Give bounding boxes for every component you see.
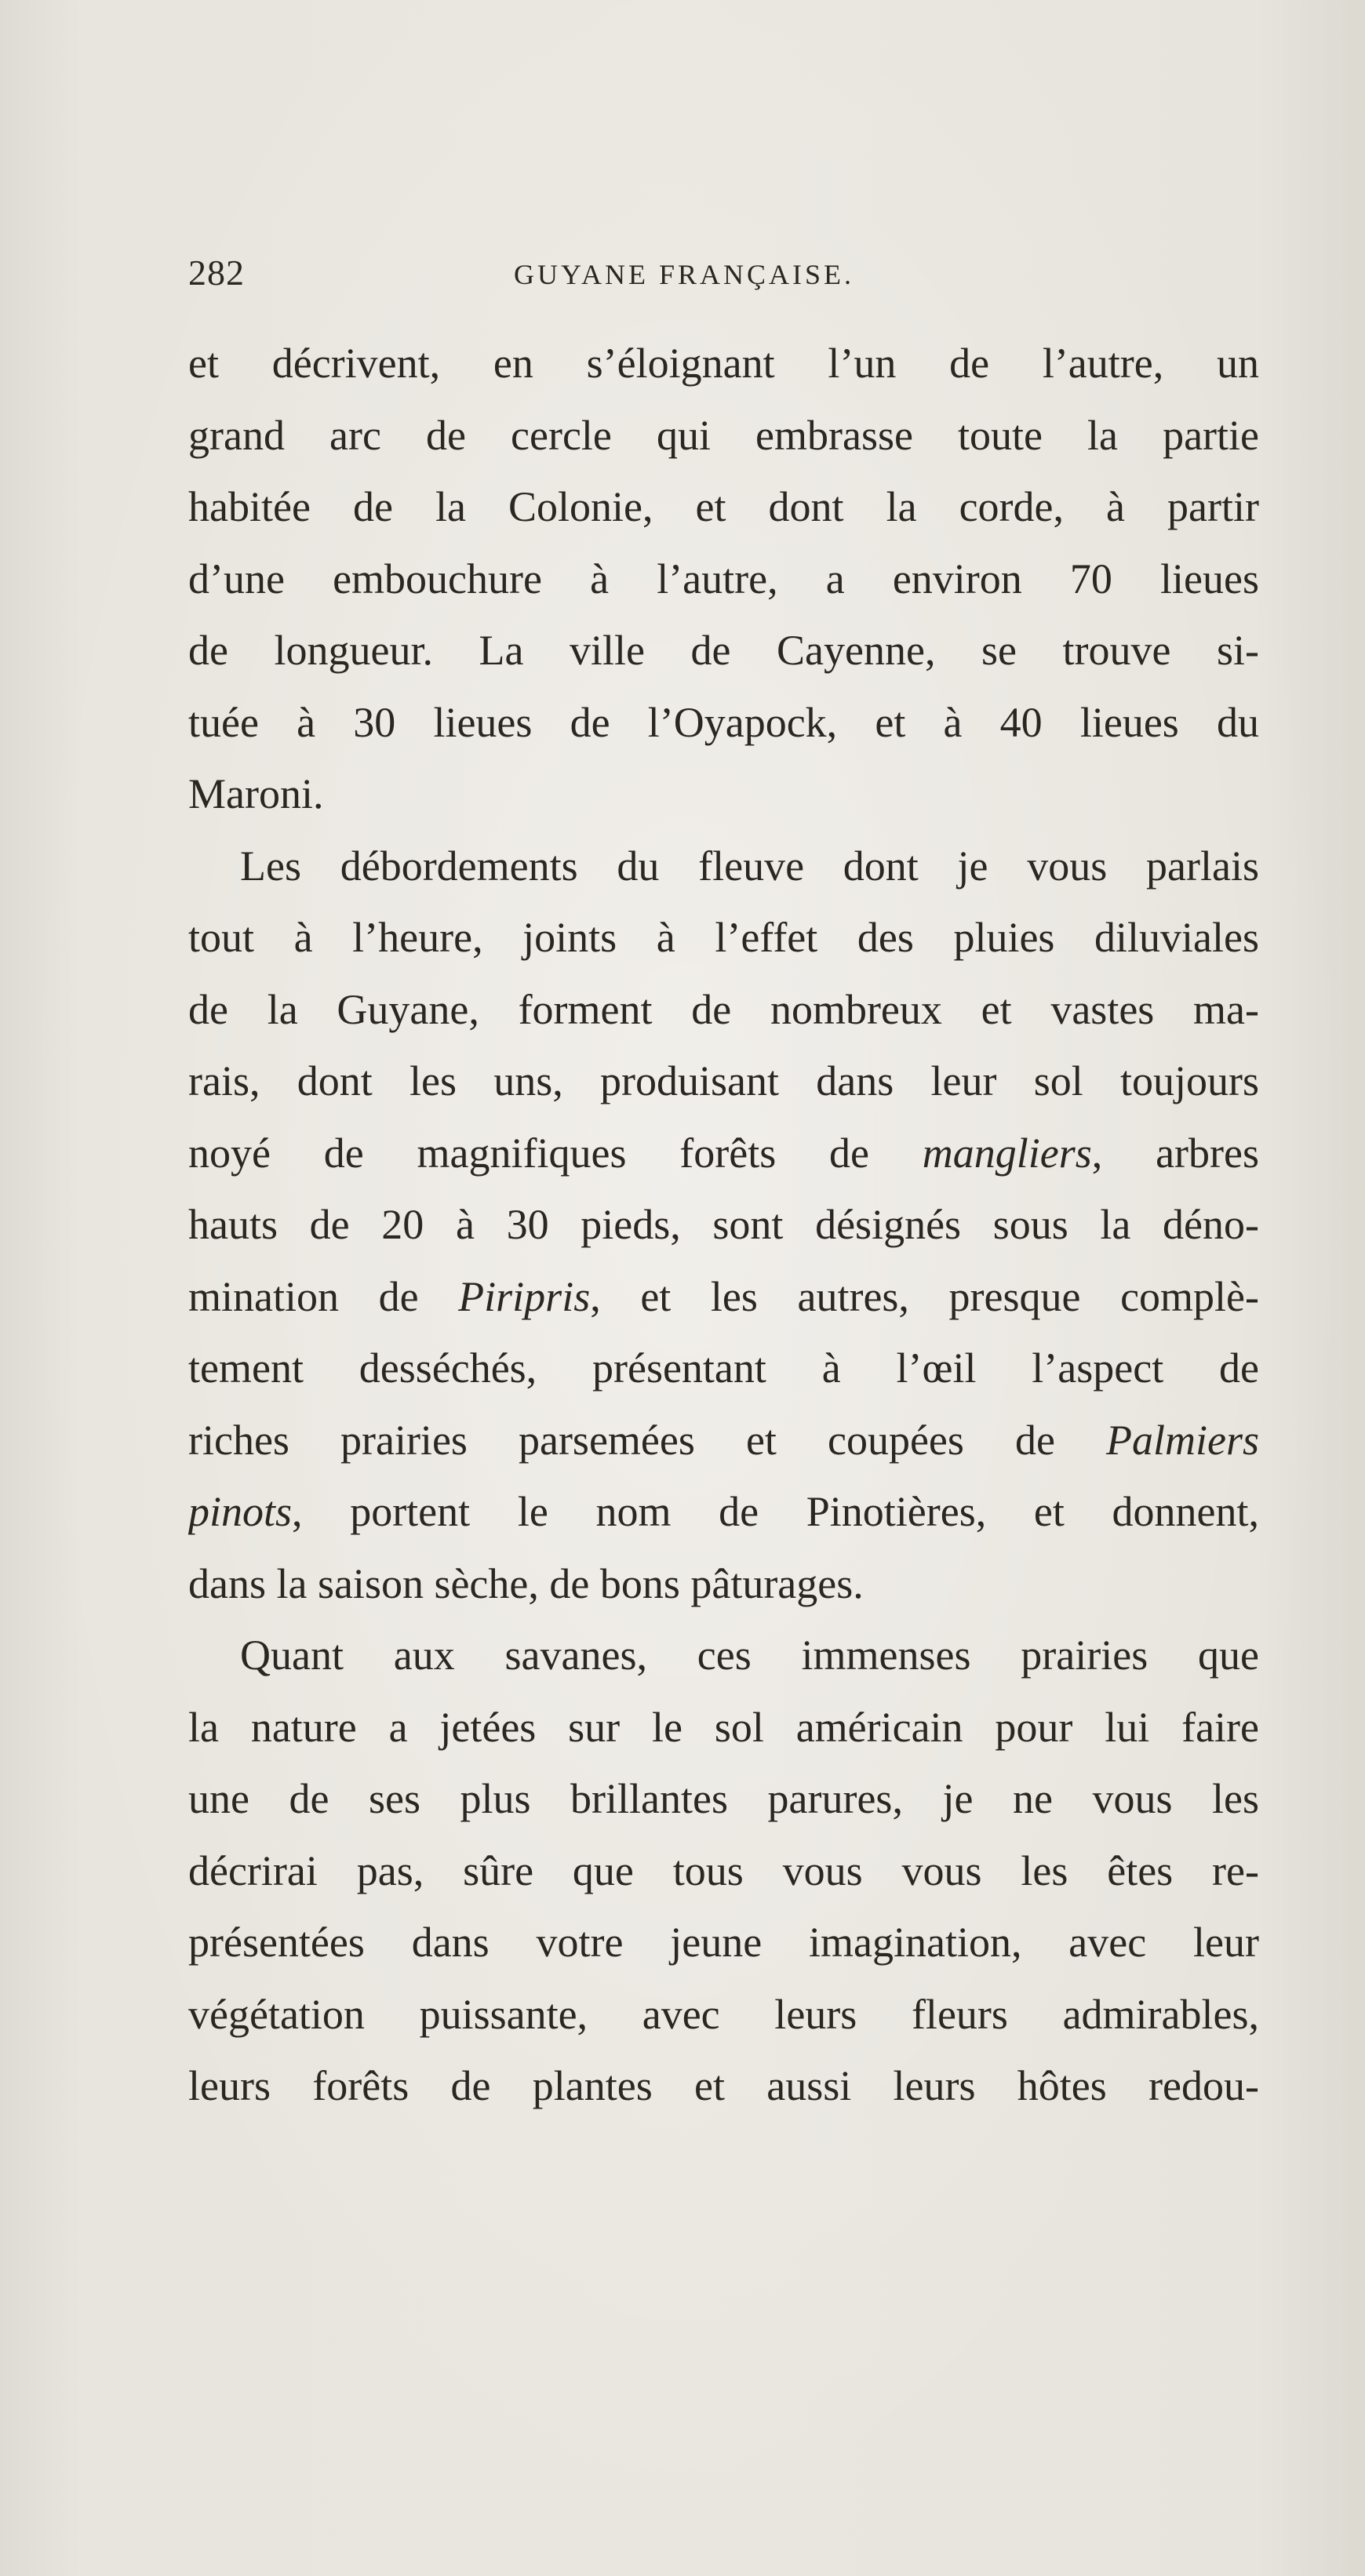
text-line bbox=[188, 1476, 1259, 1548]
line-text: mination de bbox=[188, 1272, 459, 1320]
text-line bbox=[188, 1405, 1259, 1477]
text-line: tout à l’heure, joints à l’effet des pluies diluviales bbox=[188, 914, 1259, 961]
italic-term: Piripris bbox=[458, 1272, 591, 1320]
text-line: la nature a jetées sur le sol américain pour lui faire bbox=[188, 1703, 1259, 1751]
line-text: , portent le nom de Pinotières, et donnent, bbox=[292, 1488, 1259, 1535]
text-line: et décrivent, en s’éloignant l’un de l’autre, un bbox=[188, 340, 1259, 387]
text-line: hauts de 20 à 30 pieds, sont désignés sous la déno- bbox=[188, 1201, 1259, 1248]
text-line: une de ses plus brillantes parures, je ne vous les bbox=[188, 1775, 1259, 1822]
italic-term: pinots bbox=[188, 1488, 293, 1535]
text-line: tuée à 30 lieues de l’Oyapock, et à 40 lieues du bbox=[188, 698, 1259, 746]
text-line: tement desséchés, présentant à l’œil l’aspect de bbox=[188, 1344, 1259, 1392]
line-text: , arbres bbox=[1091, 1129, 1259, 1177]
line-text: riches prairies parsemées et coupées de bbox=[188, 1416, 1106, 1464]
text-line: végétation puissante, avec leurs fleurs admirables, bbox=[188, 1990, 1259, 2038]
italic-term: mangliers bbox=[922, 1129, 1092, 1177]
text-line: décrirai pas, sûre que tous vous vous les êtes re- bbox=[188, 1846, 1259, 1894]
italic-term: Palmiers bbox=[1106, 1416, 1259, 1464]
text-line: grand arc de cercle qui embrasse toute la partie bbox=[188, 411, 1259, 459]
paragraph-end-line: Maroni. bbox=[188, 770, 324, 817]
running-title: GUYANE FRANÇAISE. bbox=[514, 259, 855, 290]
text-line bbox=[188, 1261, 1259, 1333]
text-line: rais, dont les uns, produisant dans leur sol toujours bbox=[188, 1057, 1259, 1104]
paragraph-end-line: dans la saison sèche, de bons pâturages. bbox=[188, 1559, 864, 1607]
text-line: présentées dans votre jeune imagination, avec leur bbox=[188, 1919, 1259, 1966]
text-line: de la Guyane, forment de nombreux et vastes ma- bbox=[188, 985, 1259, 1033]
page-number: 282 bbox=[188, 253, 245, 293]
line-text: noyé de magnifiques forêts de bbox=[188, 1129, 923, 1177]
paragraph-start-line: Les débordements du fleuve dont je vous parlais bbox=[240, 842, 1259, 890]
text-line: de longueur. La ville de Cayenne, se trouve si- bbox=[188, 627, 1259, 674]
line-text: , et les autres, presque complè- bbox=[590, 1272, 1259, 1320]
paragraph-start-line: Quant aux savanes, ces immenses prairies que bbox=[240, 1632, 1259, 1679]
running-head bbox=[188, 249, 1255, 297]
text-line: habitée de la Colonie, et dont la corde, à partir bbox=[188, 483, 1259, 530]
text-line: d’une embouchure à l’autre, a environ 70 lieues bbox=[188, 555, 1259, 602]
text-line bbox=[188, 1118, 1259, 1190]
text-line: leurs forêts de plantes et aussi leurs hôtes redou- bbox=[188, 2062, 1259, 2109]
body-text bbox=[188, 328, 1259, 2123]
